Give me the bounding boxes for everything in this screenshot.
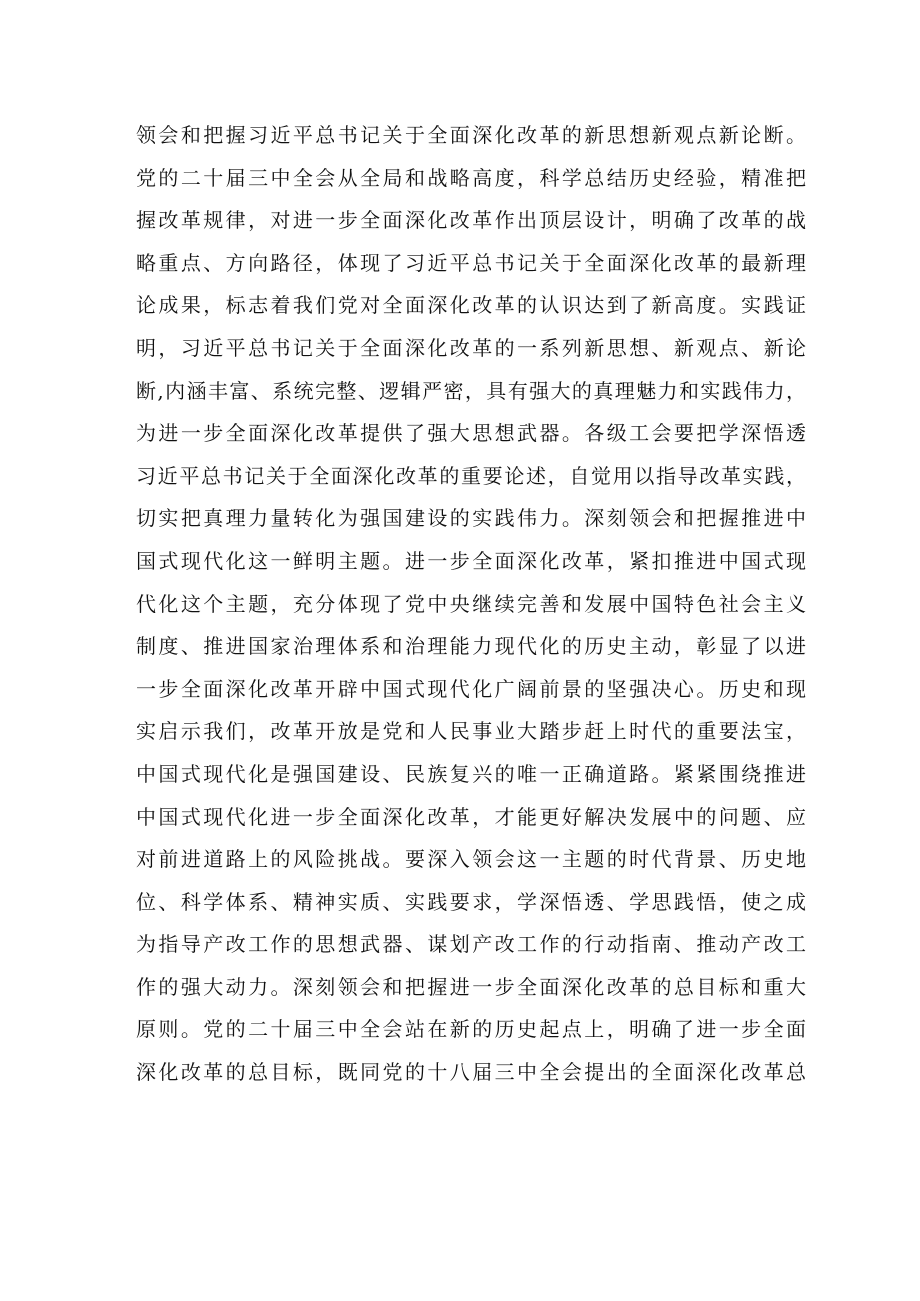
text-line: 国式现代化这一鲜明主题。进一步全面深化改革，紧扣推进中国式现 [136,548,806,573]
text-line: 中国式现代化进一步全面深化改革，才能更好解决发展中的问题、应 [136,804,806,829]
text-line: 实启示我们，改革开放是党和人民事业大踏步赶上时代的重要法宝， [136,719,806,744]
text-line: 位、科学体系、精神实质、实践要求，学深悟透、学思践悟，使之成 [136,889,806,914]
text-line: 领会和把握习近平总书记关于全面深化改革的新思想新观点新论断。 [136,123,806,147]
text-line: 略重点、方向路径，体现了习近平总书记关于全面深化改革的最新理 [136,250,806,275]
text-line: 作的强大动力。深刻领会和把握进一步全面深化改革的总目标和重大 [136,974,806,999]
text-line: 代化这个主题，充分体现了党中央继续完善和发展中国特色社会主义 [136,591,806,616]
text-line: 党的二十届三中全会从全局和战略高度，科学总结历史经验，精准把 [136,165,806,190]
text-line: 制度、推进国家治理体系和治理能力现代化的历史主动，彰显了以进 [136,634,806,659]
body-paragraph [136,114,806,1094]
text-line: 切实把真理力量转化为强国建设的实践伟力。深刻领会和把握推进中 [136,506,806,531]
text-line: 中国式现代化是强国建设、民族复兴的唯一正确道路。紧紧围绕推进 [136,761,806,786]
text-line: 握改革规律，对进一步全面深化改革作出顶层设计，明确了改革的战 [136,208,806,233]
text-line: 明，习近平总书记关于全面深化改革的一系列新思想、新观点、新论 [136,335,806,360]
text-line: 为进一步全面深化改革提供了强大思想武器。各级工会要把学深悟透 [136,421,806,446]
text-line: 原则。党的二十届三中全会站在新的历史起点上，明确了进一步全面 [136,1017,806,1042]
text-line: 习近平总书记关于全面深化改革的重要论述，自觉用以指导改革实践， [136,463,806,488]
text-line: 深化改革的总目标，既同党的十八届三中全会提出的全面深化改革总 [136,1060,806,1085]
text-line: 为指导产改工作的思想武器、谋划产改工作的行动指南、推动产改工 [136,932,806,957]
text-line: 论成果，标志着我们党对全面深化改革的认识达到了新高度。实践证 [136,293,806,318]
text-line: 断,内涵丰富、系统完整、逻辑严密，具有强大的真理魅力和实践伟力， [136,378,806,403]
text-line: 对前进道路上的风险挑战。要深入领会这一主题的时代背景、历史地 [136,847,806,872]
text-line: 一步全面深化改革开辟中国式现代化广阔前景的坚强决心。历史和现 [136,676,806,701]
